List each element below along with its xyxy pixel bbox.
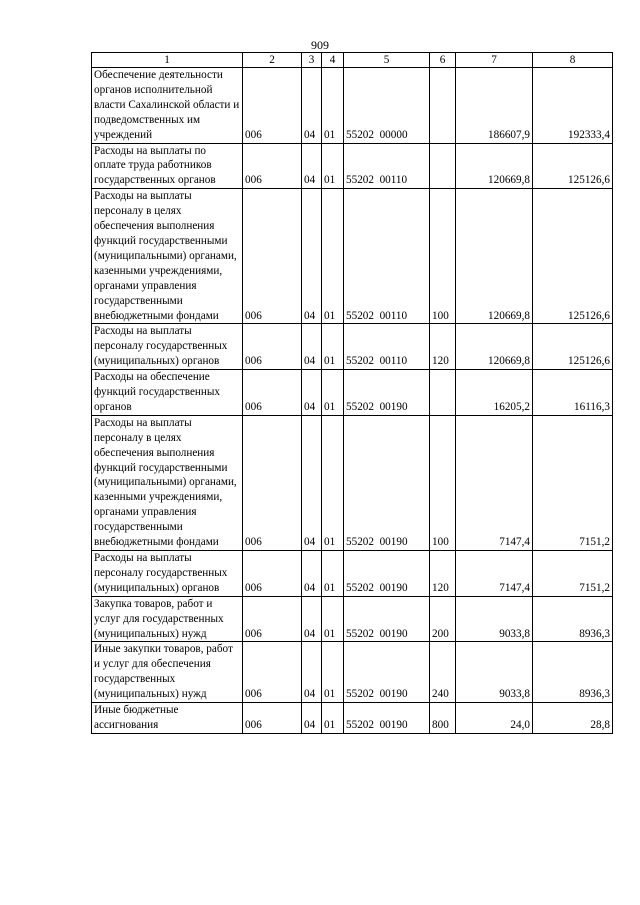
amount-year-2: 125126,6 [533, 143, 613, 189]
page-number: 909 [311, 38, 329, 52]
column-header: 8 [533, 53, 613, 68]
amount-year-1: 9033,8 [456, 596, 533, 642]
column-header: 4 [322, 53, 344, 68]
amount-year-1: 7147,4 [456, 551, 533, 597]
amount-year-2: 8936,3 [533, 642, 613, 703]
section-code: 04 [302, 703, 322, 734]
section-code: 04 [302, 189, 322, 324]
row-name: Закупка товаров, работ и услуг для государственных (муниципальных) нужд [92, 596, 243, 642]
amount-year-1: 186607,9 [456, 68, 533, 144]
subsection-code: 01 [322, 642, 344, 703]
row-name: Расходы на выплаты персоналу в целях обеспечения выполнения функций государственными (муниципальными) органами, казенными учреждениями, органами управления государственными внебюджетными фондами [92, 189, 243, 324]
amount-year-2: 8936,3 [533, 596, 613, 642]
ministry-code: 006 [243, 143, 302, 189]
subsection-code: 01 [322, 370, 344, 416]
expense-type-code: 200 [430, 596, 456, 642]
ministry-code: 006 [243, 68, 302, 144]
row-name: Иные бюджетные ассигнования [92, 703, 243, 734]
section-code: 04 [302, 596, 322, 642]
amount-year-2: 125126,6 [533, 189, 613, 324]
amount-year-1: 120669,8 [456, 143, 533, 189]
column-header: 3 [302, 53, 322, 68]
target-article-code: 55202 00190 [344, 703, 430, 734]
row-name: Иные закупки товаров, работ и услуг для обеспечения государственных (муниципальных) нужд [92, 642, 243, 703]
column-header: 1 [92, 53, 243, 68]
expense-type-code: 120 [430, 324, 456, 370]
target-article-code: 55202 00000 [344, 68, 430, 144]
amount-year-2: 16116,3 [533, 370, 613, 416]
section-code: 04 [302, 415, 322, 550]
target-article-code: 55202 00190 [344, 551, 430, 597]
target-article-code: 55202 00110 [344, 324, 430, 370]
subsection-code: 01 [322, 189, 344, 324]
table-row [92, 370, 613, 416]
amount-year-1: 120669,8 [456, 324, 533, 370]
subsection-code: 01 [322, 703, 344, 734]
row-name: Расходы на выплаты персоналу государственных (муниципальных) органов [92, 324, 243, 370]
row-name: Расходы на обеспечение функций государственных органов [92, 370, 243, 416]
header-row [92, 53, 613, 68]
amount-year-1: 16205,2 [456, 370, 533, 416]
table-row [92, 703, 613, 734]
ministry-code: 006 [243, 642, 302, 703]
subsection-code: 01 [322, 415, 344, 550]
row-name: Обеспечение деятельности органов исполнительной власти Сахалинской области и подведомственных им учреждений [92, 68, 243, 144]
expense-type-code: 100 [430, 415, 456, 550]
subsection-code: 01 [322, 596, 344, 642]
amount-year-2: 192333,4 [533, 68, 613, 144]
amount-year-2: 125126,6 [533, 324, 613, 370]
target-article-code: 55202 00190 [344, 370, 430, 416]
amount-year-2: 7151,2 [533, 551, 613, 597]
target-article-code: 55202 00190 [344, 642, 430, 703]
ministry-code: 006 [243, 703, 302, 734]
ministry-code: 006 [243, 324, 302, 370]
column-header: 6 [430, 53, 456, 68]
ministry-code: 006 [243, 551, 302, 597]
table-row [92, 596, 613, 642]
table-row [92, 551, 613, 597]
table-row [92, 143, 613, 189]
column-header: 5 [344, 53, 430, 68]
column-header: 7 [456, 53, 533, 68]
section-code: 04 [302, 68, 322, 144]
section-code: 04 [302, 642, 322, 703]
ministry-code: 006 [243, 415, 302, 550]
section-code: 04 [302, 143, 322, 189]
target-article-code: 55202 00110 [344, 189, 430, 324]
row-name: Расходы на выплаты персоналу государственных (муниципальных) органов [92, 551, 243, 597]
ministry-code: 006 [243, 189, 302, 324]
amount-year-1: 7147,4 [456, 415, 533, 550]
expense-type-code: 120 [430, 551, 456, 597]
ministry-code: 006 [243, 370, 302, 416]
amount-year-2: 28,8 [533, 703, 613, 734]
amount-year-1: 9033,8 [456, 642, 533, 703]
expense-type-code: 800 [430, 703, 456, 734]
table-row [92, 415, 613, 550]
row-name: Расходы на выплаты по оплате труда работников государственных органов [92, 143, 243, 189]
subsection-code: 01 [322, 551, 344, 597]
ministry-code: 006 [243, 596, 302, 642]
subsection-code: 01 [322, 324, 344, 370]
expense-type-code: 100 [430, 189, 456, 324]
table-row [92, 189, 613, 324]
table-row [92, 324, 613, 370]
amount-year-1: 120669,8 [456, 189, 533, 324]
expense-type-code: 240 [430, 642, 456, 703]
row-name: Расходы на выплаты персоналу в целях обеспечения выполнения функций государственными (муниципальными) органами, казенными учреждениями, органами управления государственными внебюджетными фондами [92, 415, 243, 550]
table-row [92, 642, 613, 703]
expense-type-code [430, 68, 456, 144]
target-article-code: 55202 00110 [344, 143, 430, 189]
amount-year-2: 7151,2 [533, 415, 613, 550]
expense-type-code [430, 143, 456, 189]
table-row [92, 68, 613, 144]
target-article-code: 55202 00190 [344, 596, 430, 642]
subsection-code: 01 [322, 143, 344, 189]
section-code: 04 [302, 370, 322, 416]
section-code: 04 [302, 324, 322, 370]
column-header: 2 [243, 53, 302, 68]
expense-type-code [430, 370, 456, 416]
target-article-code: 55202 00190 [344, 415, 430, 550]
subsection-code: 01 [322, 68, 344, 144]
amount-year-1: 24,0 [456, 703, 533, 734]
budget-table [91, 52, 613, 734]
section-code: 04 [302, 551, 322, 597]
